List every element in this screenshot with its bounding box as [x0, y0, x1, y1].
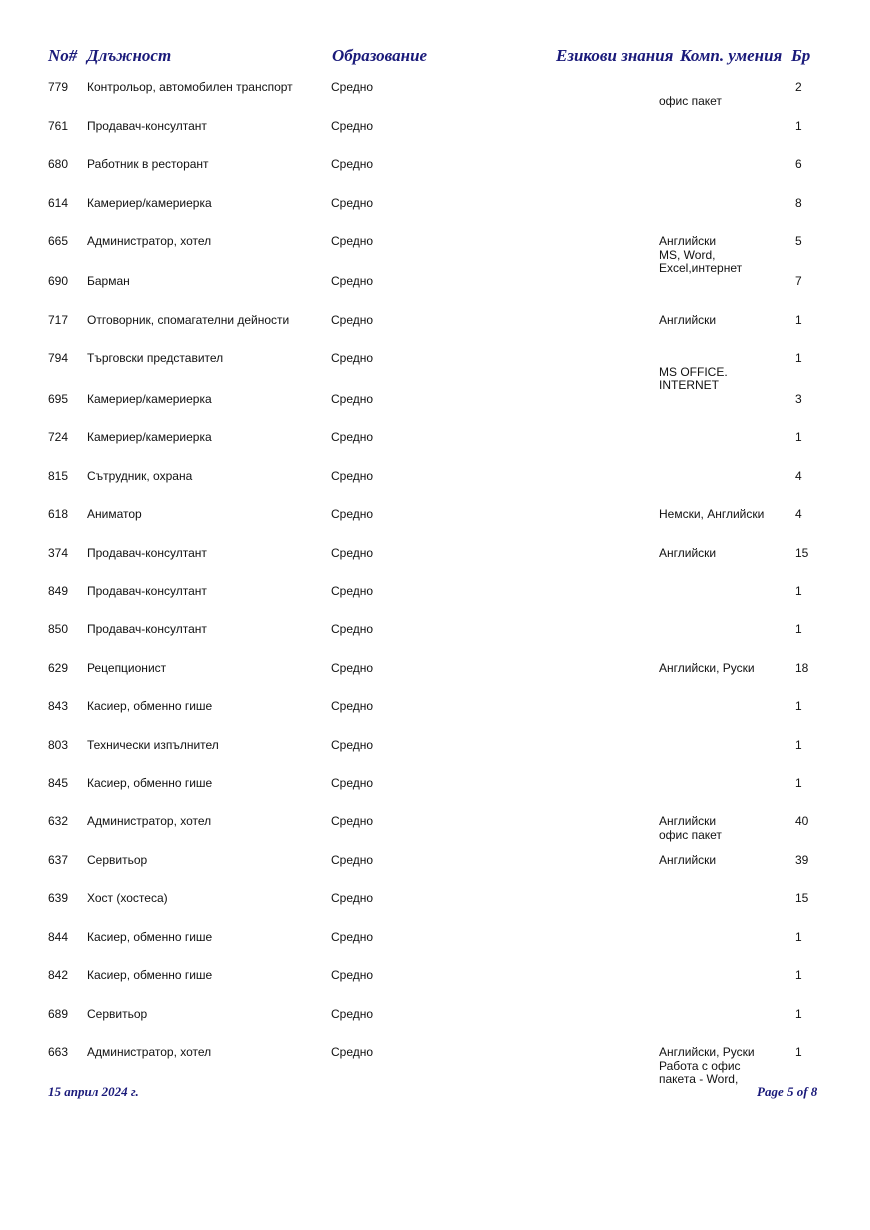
table-row — [0, 1045, 870, 1087]
skills-line: Английски, Руски — [659, 1045, 755, 1059]
cell-count: 1 — [795, 119, 802, 133]
cell-education: Средно — [331, 157, 374, 171]
table-row — [0, 931, 870, 945]
header-languages: Езикови знания — [556, 46, 674, 65]
cell-education: Средно — [331, 738, 374, 752]
cell-no: 374 — [48, 546, 69, 560]
cell-no: 815 — [48, 469, 69, 483]
table-row — [0, 777, 870, 791]
cell-position: Касиер, обменно гише — [87, 930, 213, 944]
cell-no: 803 — [48, 738, 69, 752]
cell-education: Средно — [331, 119, 374, 133]
cell-position: Камериер/камериерка — [87, 430, 212, 444]
cell-position: Отговорник, спомагателни дейности — [87, 313, 290, 327]
table-row — [0, 854, 870, 868]
cell-position: Администратор, хотел — [87, 234, 212, 248]
cell-no: 842 — [48, 968, 69, 982]
table-row — [0, 739, 870, 753]
cell-education: Средно — [331, 853, 374, 867]
cell-no: 761 — [48, 119, 69, 133]
table-row — [0, 158, 870, 172]
cell-education: Средно — [331, 430, 374, 444]
cell-position: Администратор, хотел — [87, 814, 212, 828]
table-row — [0, 197, 870, 211]
cell-no: 695 — [48, 392, 69, 406]
cell-skills — [659, 662, 755, 676]
cell-education: Средно — [331, 930, 374, 944]
skills-line: пакета - Word, — [659, 1072, 739, 1087]
cell-count: 5 — [795, 234, 802, 248]
cell-education: Средно — [331, 1045, 374, 1059]
cell-count: 1 — [795, 622, 802, 636]
table-row — [0, 80, 870, 108]
table-row — [0, 393, 870, 407]
skills-line: офис пакет — [659, 827, 722, 842]
skills-line: офис пакет — [659, 93, 722, 108]
cell-count: 1 — [795, 584, 802, 598]
cell-count: 1 — [795, 1007, 802, 1021]
cell-count: 1 — [795, 1045, 802, 1059]
cell-education: Средно — [331, 234, 374, 248]
cell-count: 1 — [795, 313, 802, 327]
skills-line: Английски — [659, 853, 717, 867]
cell-education: Средно — [331, 814, 374, 828]
cell-education: Средно — [331, 392, 374, 406]
table-row — [0, 585, 870, 599]
footer-page-number: Page 5 of 8 — [757, 1084, 818, 1099]
cell-position: Аниматор — [87, 507, 142, 521]
footer-date: 15 април 2024 г. — [48, 1084, 139, 1099]
header-education: Образование — [332, 46, 428, 65]
cell-position: Технически изпълнител — [87, 738, 219, 752]
cell-no: 614 — [48, 196, 69, 210]
cell-position: Камериер/камериерка — [87, 392, 212, 406]
cell-position: Продавач-консултант — [87, 584, 207, 598]
cell-no: 779 — [48, 80, 69, 94]
cell-count: 18 — [795, 661, 809, 675]
cell-education: Средно — [331, 546, 374, 560]
table-row — [0, 275, 870, 289]
cell-skills — [659, 815, 722, 842]
header-position: Длъжност — [87, 46, 172, 65]
cell-count: 40 — [795, 814, 809, 828]
cell-position: Рецепционист — [87, 661, 167, 675]
skills-line: Английски — [659, 234, 717, 248]
table-row — [0, 623, 870, 637]
cell-no: 850 — [48, 622, 69, 636]
cell-position: Барман — [87, 274, 130, 288]
skills-line: Немски, Английски — [659, 507, 765, 521]
skills-line — [659, 81, 722, 95]
cell-no: 690 — [48, 274, 69, 288]
table-row — [0, 814, 870, 842]
cell-count: 2 — [795, 80, 802, 94]
header-computer-skills: Комп. умения — [680, 46, 783, 65]
cell-education: Средно — [331, 507, 374, 521]
cell-count: 7 — [795, 274, 802, 288]
cell-no: 629 — [48, 661, 69, 675]
cell-position: Продавач-консултант — [87, 622, 207, 636]
cell-education: Средно — [331, 274, 374, 288]
cell-position: Касиер, обменно гише — [87, 968, 213, 982]
cell-education: Средно — [331, 80, 374, 94]
cell-no: 665 — [48, 234, 69, 248]
cell-position: Сервитьор — [87, 853, 148, 867]
skills-line: Английски — [659, 814, 717, 828]
cell-count: 15 — [795, 546, 809, 560]
cell-education: Средно — [331, 196, 374, 210]
cell-no: 843 — [48, 699, 69, 713]
table-row — [0, 662, 870, 676]
skills-line: Английски — [659, 313, 717, 327]
table-row — [0, 700, 870, 714]
cell-count: 4 — [795, 469, 802, 483]
cell-no: 632 — [48, 814, 69, 828]
cell-skills — [659, 352, 728, 393]
cell-count: 6 — [795, 157, 802, 171]
cell-position: Продавач-консултант — [87, 546, 207, 560]
table-row — [0, 969, 870, 983]
table-row — [0, 351, 870, 393]
cell-no: 849 — [48, 584, 69, 598]
cell-position: Хост (хостеса) — [87, 891, 168, 905]
cell-education: Средно — [331, 699, 374, 713]
cell-education: Средно — [331, 1007, 374, 1021]
cell-position: Касиер, обменно гише — [87, 776, 213, 790]
cell-count: 1 — [795, 738, 802, 752]
cell-position: Администратор, хотел — [87, 1045, 212, 1059]
skills-line: MS, Word, — [659, 247, 716, 262]
table-row — [0, 431, 870, 445]
cell-skills — [659, 81, 722, 108]
cell-no: 637 — [48, 853, 69, 867]
cell-education: Средно — [331, 622, 374, 636]
cell-education: Средно — [331, 351, 374, 365]
cell-count: 1 — [795, 930, 802, 944]
cell-count: 1 — [795, 430, 802, 444]
cell-education: Средно — [331, 891, 374, 905]
cell-education: Средно — [331, 584, 374, 598]
cell-no: 717 — [48, 313, 69, 327]
cell-no: 724 — [48, 430, 69, 444]
table-row — [0, 234, 870, 276]
cell-count: 1 — [795, 968, 802, 982]
cell-no: 663 — [48, 1045, 69, 1059]
skills-line — [659, 352, 728, 366]
cell-count: 3 — [795, 392, 802, 406]
skills-line: Английски, Руски — [659, 661, 755, 675]
cell-education: Средно — [331, 661, 374, 675]
cell-count: 4 — [795, 507, 802, 521]
table-row — [0, 1008, 870, 1022]
skills-line: Английски — [659, 546, 717, 560]
cell-position: Продавач-консултант — [87, 119, 207, 133]
cell-no: 639 — [48, 891, 69, 905]
header-no: No# — [48, 46, 78, 65]
table-row — [0, 508, 870, 522]
cell-position: Сътрудник, охрана — [87, 469, 193, 483]
cell-position: Търговски представител — [87, 351, 224, 365]
cell-skills — [659, 235, 742, 276]
cell-count: 8 — [795, 196, 802, 210]
cell-position: Камериер/камериерка — [87, 196, 212, 210]
skills-line: MS OFFICE. — [659, 364, 728, 379]
cell-position: Сервитьор — [87, 1007, 148, 1021]
cell-count: 1 — [795, 776, 802, 790]
cell-count: 39 — [795, 853, 809, 867]
cell-skills — [659, 508, 764, 522]
cell-skills — [659, 547, 716, 561]
cell-no: 689 — [48, 1007, 69, 1021]
table-row — [0, 470, 870, 484]
table-row — [0, 547, 870, 561]
cell-education: Средно — [331, 968, 374, 982]
cell-count: 15 — [795, 891, 809, 905]
cell-position: Касиер, обменно гише — [87, 699, 213, 713]
cell-count: 1 — [795, 351, 802, 365]
table-row — [0, 314, 870, 328]
cell-no: 794 — [48, 351, 69, 365]
cell-no: 680 — [48, 157, 69, 171]
cell-education: Средно — [331, 469, 374, 483]
cell-skills — [659, 314, 716, 328]
header-count: Бр — [791, 46, 811, 65]
cell-position: Контрольор, автомобилен транспорт — [87, 80, 293, 94]
table-row — [0, 892, 870, 906]
skills-line: INTERNET — [659, 378, 719, 393]
cell-skills — [659, 854, 716, 868]
cell-education: Средно — [331, 313, 374, 327]
cell-no: 618 — [48, 507, 69, 521]
skills-line: Работа с офис — [659, 1058, 741, 1073]
cell-skills — [659, 1046, 755, 1087]
cell-no: 844 — [48, 930, 69, 944]
cell-no: 845 — [48, 776, 69, 790]
cell-education: Средно — [331, 776, 374, 790]
cell-count: 1 — [795, 699, 802, 713]
skills-line: Excel,интернет — [659, 261, 743, 276]
cell-position: Работник в ресторант — [87, 157, 209, 171]
table-row — [0, 120, 870, 134]
